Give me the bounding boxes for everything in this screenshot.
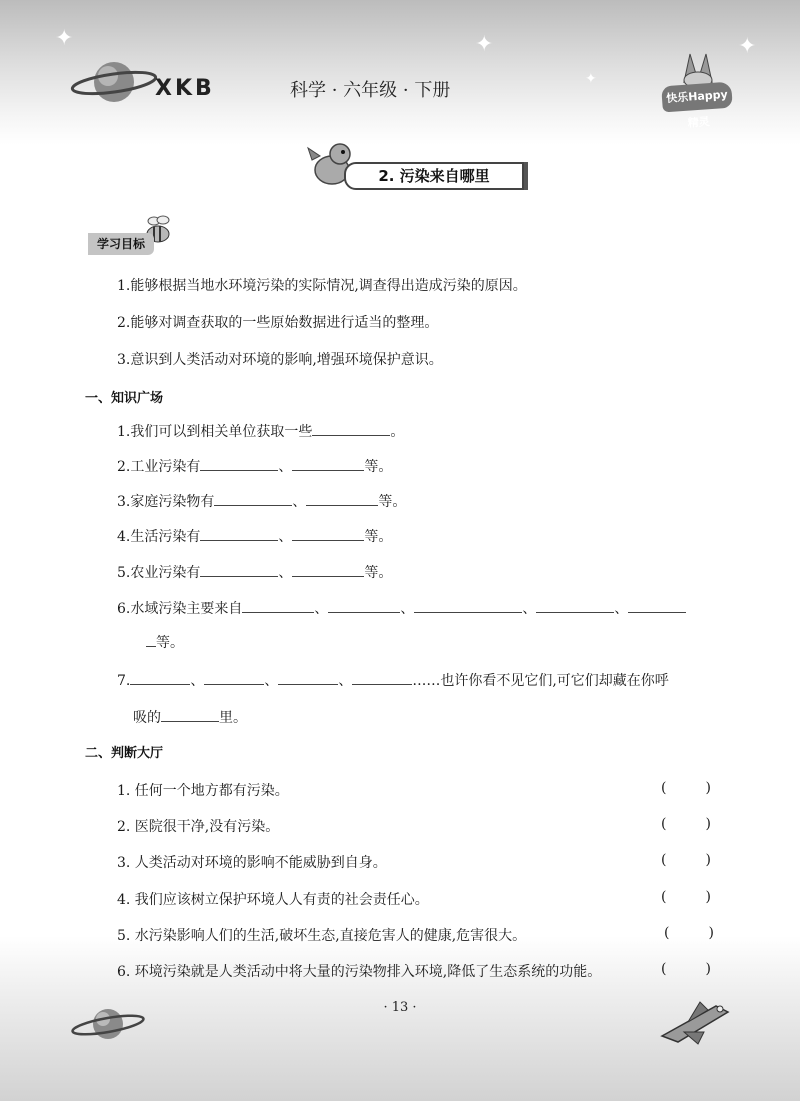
section-title-knowledge: 一、知识广场: [85, 391, 164, 406]
fill-blank[interactable]: [292, 527, 364, 541]
brand-logo: 快乐Happy精灵: [661, 82, 733, 113]
fill-blank[interactable]: [292, 563, 364, 577]
section-title-judgement: 二、判断大厅: [85, 746, 164, 761]
question-6-cont: 等。: [146, 632, 184, 652]
answer-parens[interactable]: ( ): [661, 852, 711, 868]
sparkle-icon: ✦: [55, 26, 74, 51]
question-2: 2.工业污染有 、 等。: [117, 459, 393, 475]
fill-blank[interactable]: [200, 527, 278, 541]
goal-item: 2.能够对调查获取的一些原始数据进行适当的整理。: [117, 315, 439, 331]
logo-text: XKB: [155, 76, 215, 101]
sparkle-icon: ✦: [585, 71, 597, 87]
judgement-item: 3. 人类活动对环境的影响不能威胁到自身。: [117, 855, 387, 871]
fill-blank[interactable]: [161, 708, 219, 722]
answer-parens[interactable]: ( ): [661, 816, 711, 832]
page-number: · 13 ·: [383, 1000, 417, 1015]
fill-blank[interactable]: [146, 633, 156, 647]
fill-blank[interactable]: [292, 457, 364, 471]
goal-item: 1.能够根据当地水环境污染的实际情况,调查得出造成污染的原因。: [117, 278, 527, 294]
answer-parens[interactable]: ( ): [661, 889, 711, 905]
goals-tag: 学习目标: [88, 233, 154, 255]
judgement-item: 2. 医院很干净,没有污染。: [117, 819, 280, 835]
judgement-item: 6. 环境污染就是人类活动中将大量的污染物排入环境,降低了生态系统的功能。: [117, 964, 602, 980]
fill-blank[interactable]: [200, 563, 278, 577]
fill-blank[interactable]: [306, 492, 378, 506]
fill-blank[interactable]: [328, 599, 400, 613]
question-7: 7. 、 、 、 ……也许你看不见它们,可它们却藏在你呼: [117, 673, 669, 689]
sparkle-icon: ✦: [475, 32, 494, 57]
fill-blank[interactable]: [200, 457, 278, 471]
fill-blank[interactable]: [352, 671, 412, 685]
fill-blank[interactable]: [312, 422, 390, 436]
space-shuttle-icon: [658, 992, 738, 1048]
question-3: 3.家庭污染物有 、 等。: [117, 494, 407, 510]
fill-blank[interactable]: [278, 671, 338, 685]
fill-blank[interactable]: [130, 671, 190, 685]
answer-parens[interactable]: ( ): [661, 780, 711, 796]
question-4: 4.生活污染有 、 等。: [117, 529, 393, 545]
judgement-item: 1. 任何一个地方都有污染。: [117, 783, 289, 799]
question-1: 1.我们可以到相关单位获取一些 。: [117, 424, 405, 440]
fill-blank[interactable]: [204, 671, 264, 685]
fill-blank[interactable]: [242, 599, 314, 613]
fill-blank[interactable]: [414, 599, 522, 613]
judgement-item: 4. 我们应该树立保护环境人人有责的社会责任心。: [117, 892, 429, 908]
planet-icon: [70, 55, 160, 110]
sparkle-icon: ✦: [738, 34, 757, 59]
judgement-item: 5. 水污染影响人们的生活,破坏生态,直接危害人的健康,危害很大。: [117, 928, 527, 944]
mascot-icon: [678, 52, 718, 86]
fill-blank[interactable]: [536, 599, 614, 613]
goal-item: 3.意识到人类活动对环境的影响,增强环境保护意识。: [117, 352, 443, 368]
fill-blank[interactable]: [628, 599, 686, 613]
answer-parens[interactable]: ( ): [661, 961, 711, 977]
book-title: 科学 · 六年级 · 下册: [290, 80, 451, 101]
lesson-title: 2. 污染来自哪里: [344, 162, 524, 190]
question-6: 6.水域污染主要来自 、 、 、 、: [117, 598, 686, 618]
fill-blank[interactable]: [214, 492, 292, 506]
question-7-cont: 吸的 里。: [133, 710, 247, 726]
question-5: 5.农业污染有 、 等。: [117, 565, 393, 581]
answer-parens[interactable]: ( ): [664, 925, 714, 941]
